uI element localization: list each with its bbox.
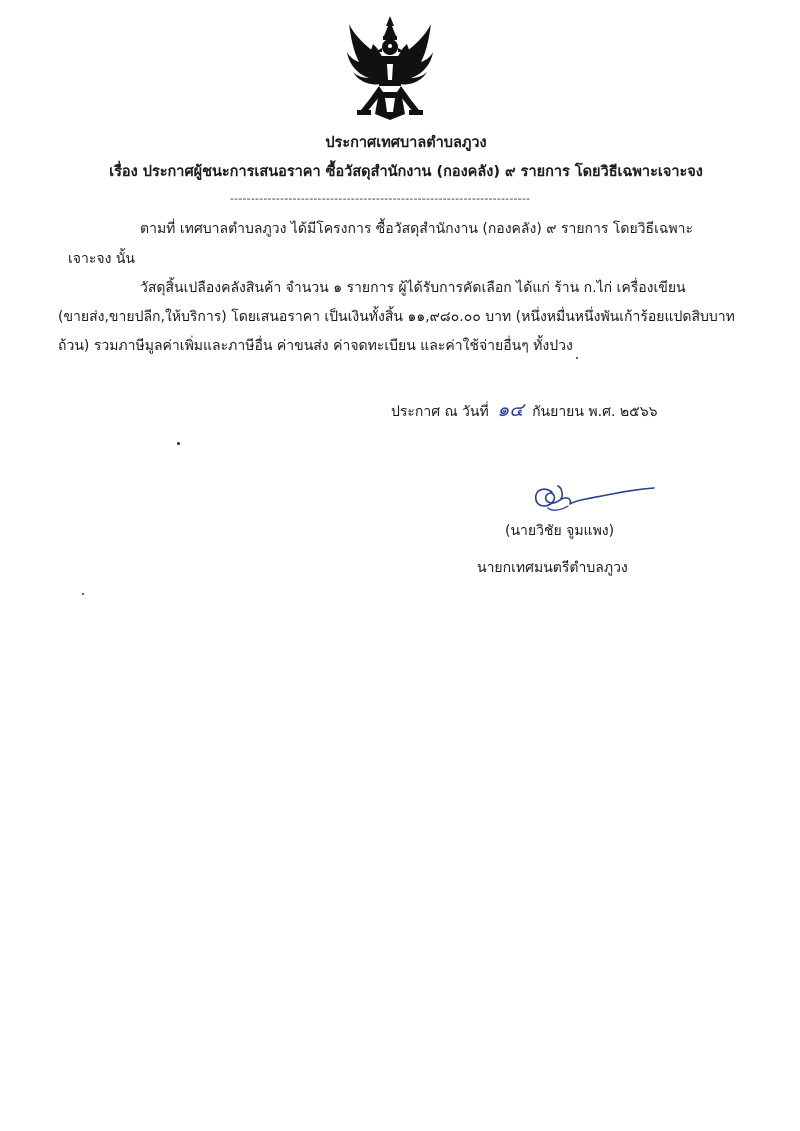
body-line-5: ถ้วน) รวมภาษีมูลค่าเพิ่มและภาษีอื่น ค่าขนส่ง ค่าจดทะเบียน และค่าใช้จ่ายอื่นๆ ทั้งปวง bbox=[58, 338, 573, 354]
scan-speck bbox=[177, 442, 180, 445]
announcement-date bbox=[391, 395, 657, 425]
separator-line: ------------------------------------------------------------------------ bbox=[230, 192, 531, 205]
date-month-year: กันยายน พ.ศ. ๒๕๖๖ bbox=[532, 404, 658, 420]
signer-position: นายกเทศมนตรีตำบลภูวง bbox=[477, 560, 628, 576]
body-line-2: เจาะจง นั้น bbox=[68, 251, 135, 267]
date-prefix: ประกาศ ณ วันที่ bbox=[391, 404, 489, 420]
signature-icon bbox=[522, 478, 657, 518]
announcement-subject: เรื่อง ประกาศผู้ชนะการเสนอราคา ซื้อวัสดุสำนักงาน (กองคลัง) ๙ รายการ โดยวิธีเฉพาะเจาะจง bbox=[109, 164, 703, 180]
date-day-handwritten: ๑๔ bbox=[497, 399, 524, 421]
scan-speck bbox=[576, 357, 578, 359]
body-line-4: (ขายส่ง,ขายปลีก,ให้บริการ) โดยเสนอราคา เป็นเงินทั้งสิ้น ๑๑,๙๘๐.๐๐ บาท (หนึ่งหมื่นหนึ่งพันเก้าร้อยแปดสิบบาท bbox=[58, 309, 735, 325]
announcement-title: ประกาศเทศบาลตำบลภูวง bbox=[325, 135, 487, 151]
body-line-3: วัสดุสิ้นเปลืองคลังสินค้า จำนวน ๑ รายการ ผู้ได้รับการคัดเลือก ได้แก่ ร้าน ก.ไก่ เครื่องเขียน bbox=[140, 280, 686, 296]
body-line-1: ตามที่ เทศบาลตำบลภูวง ได้มีโครงการ ซื้อวัสดุสำนักงาน (กองคลัง) ๙ รายการ โดยวิธีเฉพาะ bbox=[140, 221, 693, 237]
garuda-emblem-icon bbox=[345, 14, 435, 122]
signer-name: (นายวิชัย จูมแพง) bbox=[505, 523, 615, 539]
scan-speck bbox=[82, 593, 84, 595]
